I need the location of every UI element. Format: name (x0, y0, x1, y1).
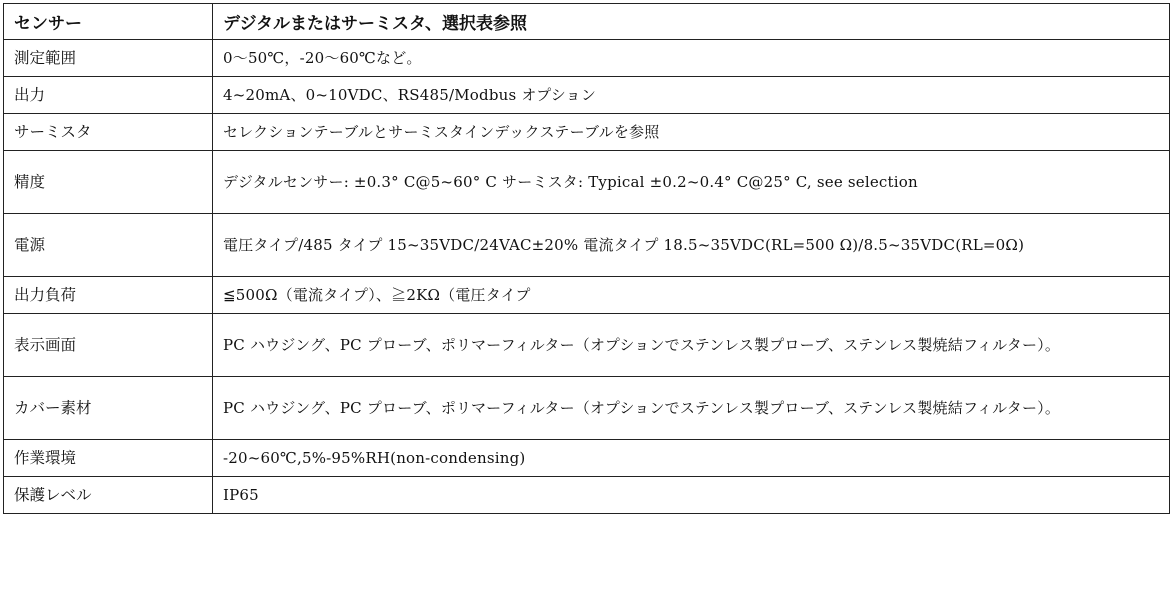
table-row (4, 40, 1170, 77)
row-label-display: 表示画面 (4, 314, 213, 377)
row-label-thermistor: サーミスタ (4, 114, 213, 151)
row-label-output: 出力 (4, 77, 213, 114)
table-row (4, 440, 1170, 477)
table-row (4, 314, 1170, 377)
row-label-measurement-range: 測定範囲 (4, 40, 213, 77)
row-value-output: 4~20mA、0~10VDC、RS485/Modbus オプション (213, 77, 1170, 114)
row-value-output-load: ≦500Ω（電流タイプ）、≧2KΩ（電圧タイプ (213, 277, 1170, 314)
table-row (4, 151, 1170, 214)
row-value-accuracy: デジタルセンサー: ±0.3° C@5~60° C サーミスタ: Typical ±0.2~0.4° C@25° C, see selection (213, 151, 1170, 214)
table-row (4, 214, 1170, 277)
table-row (4, 114, 1170, 151)
row-label-accuracy: 精度 (4, 151, 213, 214)
table-row (4, 477, 1170, 514)
table-row (4, 277, 1170, 314)
header-sensor: センサー (4, 4, 213, 40)
row-label-power-supply: 電源 (4, 214, 213, 277)
table-header-row (4, 4, 1170, 40)
row-value-cover-material: PC ハウジング、PC プローブ、ポリマーフィルター（オプションでステンレス製プローブ、ステンレス製焼結フィルター）。 (213, 377, 1170, 440)
row-label-cover-material: カバー素材 (4, 377, 213, 440)
table-row (4, 77, 1170, 114)
row-label-working-environment: 作業環境 (4, 440, 213, 477)
row-value-working-environment: -20~60℃,5%-95%RH(non-condensing) (213, 440, 1170, 477)
row-label-output-load: 出力負荷 (4, 277, 213, 314)
row-label-protection-level: 保護レベル (4, 477, 213, 514)
row-value-display: PC ハウジング、PC プローブ、ポリマーフィルター（オプションでステンレス製プローブ、ステンレス製焼結フィルター）。 (213, 314, 1170, 377)
table-row (4, 377, 1170, 440)
row-value-measurement-range: 0～50℃，-20～60℃など。 (213, 40, 1170, 77)
header-sensor-type: デジタルまたはサーミスタ、選択表参照 (213, 4, 1170, 40)
row-value-protection-level: IP65 (213, 477, 1170, 514)
spec-table (3, 3, 1170, 514)
row-value-power-supply: 電圧タイプ/485 タイプ 15~35VDC/24VAC±20% 電流タイプ 18.5~35VDC(RL=500 Ω)/8.5~35VDC(RL=0Ω) (213, 214, 1170, 277)
row-value-thermistor: セレクションテーブルとサーミスタインデックステーブルを参照 (213, 114, 1170, 151)
